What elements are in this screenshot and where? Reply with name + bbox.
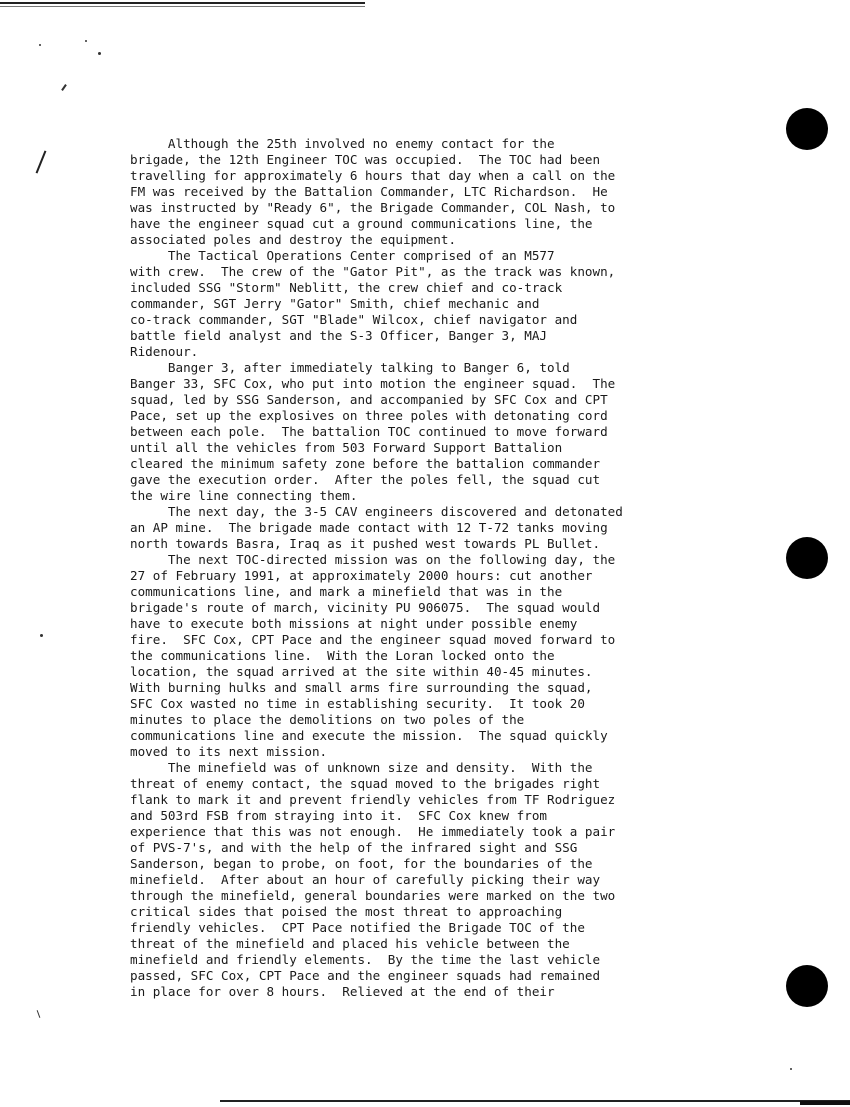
scan-mark [37,1010,41,1018]
text-line: co-track commander, SGT "Blade" Wilcox, chief navigator and [130,312,578,327]
text-line: battle field analyst and the S-3 Officer, Banger 3, MAJ [130,328,548,343]
text-line: The minefield was of unknown size and density. With the [130,760,593,775]
text-line: 27 of February 1991, at approximately 2000 hours: cut another [130,568,593,583]
text-line: fire. SFC Cox, CPT Pace and the engineer squad moved forward to [130,632,616,647]
text-line: until all the vehicles from 503 Forward Support Battalion [130,440,563,455]
bottom-rule [220,1100,850,1102]
text-line: travelling for approximately 6 hours that day when a call on the [130,168,616,183]
text-line: and 503rd FSB from straying into it. SFC Cox knew from [130,808,548,823]
text-line: Banger 3, after immediately talking to Banger 6, told [130,360,570,375]
text-line: With burning hulks and small arms fire surrounding the squad, [130,680,593,695]
text-line: with crew. The crew of the "Gator Pit", as the track was known, [130,264,616,279]
text-line: was instructed by "Ready 6", the Brigade Commander, COL Nash, to [130,200,616,215]
text-line: squad, led by SSG Sanderson, and accompanied by SFC Cox and CPT [130,392,608,407]
text-line: included SSG "Storm" Neblitt, the crew chief and co-track [130,280,563,295]
text-line: have the engineer squad cut a ground communications line, the [130,216,593,231]
text-line: Ridenour. [130,344,199,359]
text-line: have to execute both missions at night under possible enemy [130,616,578,631]
text-line: The next day, the 3-5 CAV engineers discovered and detonated [130,504,623,519]
text-line: Pace, set up the explosives on three poles with detonating cord [130,408,608,423]
text-line: gave the execution order. After the poles fell, the squad cut [130,472,601,487]
text-line: minefield and friendly elements. By the time the last vehicle [130,952,601,967]
scan-speck [98,52,101,55]
text-line: the communications line. With the Loran locked onto the [130,648,555,663]
text-line: critical sides that poised the most threat to approaching [130,904,563,919]
text-line: minefield. After about an hour of carefully picking their way [130,872,601,887]
text-line: threat of enemy contact, the squad moved to the brigades right [130,776,601,791]
text-line: Although the 25th involved no enemy contact for the [130,136,555,151]
text-line: commander, SGT Jerry "Gator" Smith, chief mechanic and [130,296,540,311]
text-line: in place for over 8 hours. Relieved at the end of their [130,984,555,999]
text-line: experience that this was not enough. He immediately took a pair [130,824,616,839]
text-line: The next TOC-directed mission was on the following day, the [130,552,616,567]
text-line: The Tactical Operations Center comprised of an M577 [130,248,555,263]
text-line: Sanderson, began to probe, on foot, for the boundaries of the [130,856,593,871]
scan-speck [790,1068,792,1070]
text-line: through the minefield, general boundaries were marked on the two [130,888,616,903]
text-line: between each pole. The battalion TOC continued to move forward [130,424,608,439]
text-line: moved to its next mission. [130,744,328,759]
text-line: location, the squad arrived at the site within 40-45 minutes. [130,664,593,679]
text-line: of PVS-7's, and with the help of the infrared sight and SSG [130,840,578,855]
text-line: cleared the minimum safety zone before the battalion commander [130,456,601,471]
text-line: north towards Basra, Iraq as it pushed west towards PL Bullet. [130,536,601,551]
text-line: friendly vehicles. CPT Pace notified the Brigade TOC of the [130,920,585,935]
hole-punch [786,537,828,579]
text-line: SFC Cox wasted no time in establishing security. It took 20 [130,696,585,711]
text-line: communications line, and mark a minefield that was in the [130,584,563,599]
scan-speck [39,44,41,46]
scan-speck [85,40,87,42]
text-line: brigade's route of march, vicinity PU 906075. The squad would [130,600,601,615]
body-text [130,136,690,1000]
hole-punch [786,965,828,1007]
text-line: Banger 33, SFC Cox, who put into motion the engineer squad. The [130,376,616,391]
text-line: FM was received by the Battalion Commander, LTC Richardson. He [130,184,608,199]
text-line: threat of the minefield and placed his vehicle between the [130,936,570,951]
text-line: an AP mine. The brigade made contact with 12 T-72 tanks moving [130,520,608,535]
text-line: minutes to place the demolitions on two poles of the [130,712,525,727]
top-rule [0,2,365,4]
text-line: communications line and execute the mission. The squad quickly [130,728,608,743]
bottom-rule-thick [800,1101,850,1105]
top-rule-thin [0,6,365,7]
text-line: the wire line connecting them. [130,488,358,503]
text-line: brigade, the 12th Engineer TOC was occupied. The TOC had been [130,152,601,167]
text-line: passed, SFC Cox, CPT Pace and the engineer squads had remained [130,968,601,983]
scan-speck [40,634,43,637]
margin-slash-mark [36,150,47,173]
scan-mark [61,84,67,91]
text-line: associated poles and destroy the equipment. [130,232,457,247]
hole-punch [786,108,828,150]
text-line: flank to mark it and prevent friendly vehicles from TF Rodriguez [130,792,616,807]
